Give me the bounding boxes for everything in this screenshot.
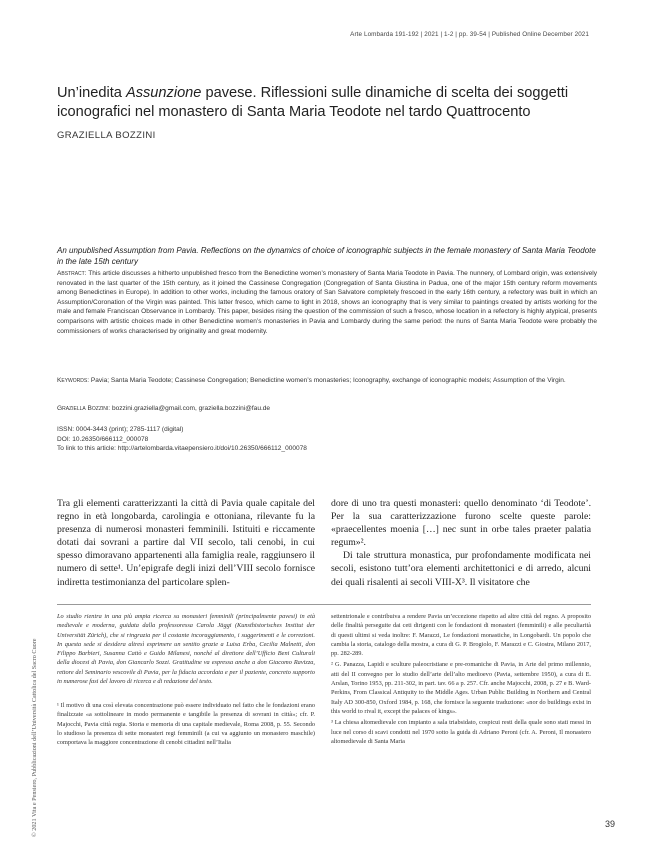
doi[interactable]: DOI: 10.26350/666112_000078 [57, 435, 149, 443]
title-part-2: pavese. Riflessioni sulle dinamiche di scelta dei soggetti iconografici nel monastero di Santa Maria Teodote nel tardo Quattrocento [57, 85, 569, 120]
running-head: Arte Lombarda 191-192 | 2021 | 1-2 | pp. 39-54 | Published Online December 2021 [350, 31, 589, 38]
abstract-text: This article discusses a hitherto unpublished fresco from the Benedictine women’s monastery of Santa Maria Teodote in Pavia. The nunnery, of Lombard origin, was extensively renovated in the last quarter of the 15th century, as it joined the Cassinese Congregation (Congregation of Santa Giustina in Padua, one of the major 15th century reform movements among Benedictines in Europe). In addition to other works, including the famous oratory of San Salvatore completely frescoed in the early 16th century, a refectory was built in which an Assumption/Coronation of the Virgin was painted. This latter fresco, which came to light in 2018, shows an iconography that is very similar to paintings created by artists working for the male and female Franciscan Observance in Lombardy. This paper, besides rising the question of the commission of such a fresco, whose location in a refectory is highly atypical, presents comparisons with artistic choices made in other Benedictine women’s monasteries in Pavia and Lombardy during the same period: the nuns of Santa Maria Teodote were probably the commissioners of works characterised by originality and great modernity. [57, 270, 598, 335]
title-italic: Assunzione [125, 85, 202, 101]
body-paragraph: Tra gli elementi caratterizzanti la città di Pavia quale capitale del regno in età longobarda, carolingia e ottoniana, rilevante fu la presenza di numerosi monasteri femminili. Istituiti e riccamente dotati dai sovrani a partire dal VII secolo, tali cenobi, in cui spesso dimoravano appartenenti alla famiglia reale, raggiunsero il numero di sette¹. Un’epigrafe degli inizi dell’VIII secolo fornisce indiretta testimonianza del particolare splen- [57, 498, 315, 588]
keywords-label: Keywords: [57, 377, 90, 384]
keywords-text: Pavia; Santa Maria Teodote; Cassinese Congregation; Benedictine women’s monasteries; Iconography, exchange of iconographic models; Assumption of the Virgin. [90, 377, 566, 384]
body-paragraph: Di tale struttura monastica, pur profondamente modificata nei secoli, esistono tutt’ora elementi architettonici e di arredo, alcuni dei quali risalenti ai secoli VIII-X³. Il visitatore che [331, 550, 591, 588]
author-contact [57, 404, 597, 414]
body-paragraph: dore di uno tra questi monasteri: quello denominato ‘di Teodote’. Per la sua caratterizzazione furono scelte queste parole: «praecellentes moenia […] nec sunt in orbe tales praeter palatia regum»². [331, 498, 591, 549]
contact-emails[interactable]: bozzini.graziella@gmail.com, graziella.bozzini@fau.de [111, 405, 271, 412]
footnotes-right [331, 612, 591, 748]
body-column-left [57, 497, 315, 589]
abstract-label: Abstract: [57, 270, 87, 277]
issn: ISSN: 0004-3443 (print); 2785-1117 (digital) [57, 426, 184, 433]
copyright-side-note [31, 515, 41, 837]
body-column-right [331, 497, 591, 589]
identifiers [57, 425, 597, 454]
footnotes-left [57, 701, 315, 749]
footnote-2: ² G. Panazza, Lapidi e sculture paleocristiane e pre-romaniche di Pavia, in Arte del primo millennio, atti del II convegno per lo studio dell’arte dell’alto medioevo (Pavia, settembre 1950), a cura di E. Arslan, Torino 1953, pp. 211-302, in part. tav. 66 a p. 257. Cfr. anche Majocchi, 2008, p. 27 e B. Ward-Perkins, From Classical Antiquity to the Middle Ages. Urban Public Building in Northern and Central Italy AD 300-850, Oxford 1984, p. 168, che fornisce la seguente traduzione: «nor do buildings exist in this world to rival it, except the palaces of kings». [331, 661, 591, 715]
footnote-rule [57, 604, 591, 605]
copyright-text: © 2021 Vita e Pensiero, Pubblicazioni dell’Università Cattolica del Sacro Cuore [31, 638, 38, 837]
article-title [57, 84, 597, 122]
keywords [57, 376, 597, 386]
author-name: GRAZIELLA BOZZINI [57, 130, 156, 141]
page-number: 39 [604, 819, 615, 829]
abstract [57, 269, 597, 336]
english-title: An unpublished Assumption from Pavia. Reflections on the dynamics of choice of iconographic subjects in the female monastery of Santa Maria Teodote in the late 15th century [57, 246, 596, 266]
footnote-3: ³ La chiesa altomedievale con impianto a sala triabsidato, cospicui resti della quale sono stati messi in luce nel corso di scavi condotti nel 1970 sotto la guida di Adriano Peroni (cfr. A. Peroni, Il monastero altomedievale di Santa Maria [331, 719, 591, 745]
contact-name: Graziella Bozzini: [57, 405, 111, 412]
footnote-1-continued: settentrionale e contribuiva a rendere Pavia un’eccezione rispetto ad altre città del regno. A proposito delle finalità perseguite dai ceti dirigenti con le fondazioni di monasteri (femminili) e alle peculiarità di questi ultimi si veda inoltre: F. Marazzi, Le fondazioni monastiche, in Longobardi. Un popolo che cambia la storia, catalogo della mostra, a cura di G. P. Brogiolo, F. Marazzi e C. Giostra, Milano 2017, pp. 282-289. [331, 613, 591, 658]
article-link[interactable]: To link to this article: http://artelombarda.vitaepensiero.it/doi/10.26350/666112_000078 [57, 445, 307, 453]
acknowledgement-note: Lo studio rientra in una più ampia ricerca su monasteri femminili (principalmente pavesi) in età medievale e moderna, guidata dalla professoressa Carola Jäggi (Kunsthistorisches Institut der Universität Zürich), che si ringrazia per il costante incoraggiamento, i suggerimenti e le correzioni. In questa sede si desidera altresì esprimere un sentito grazie a Luisa Erba, Cecilia Malnetti, don Filippo Barbieri, Susanna Cattò e Guido Milanesi, nonché al direttore dell’Ufficio Beni Culturali della diocesi di Pavia, don Giancarlo Sozzi. Gratitudine va espressa anche a don Giacomo Ravizza, rettore del Seminario vescovile di Pavia, per la fiducia accordata e per il paziente, concreto supporto in numerose fasi del lavoro di ricerca e di redazione del testo. [57, 613, 315, 686]
title-part-1: Un’inedita [57, 85, 126, 101]
footnote-1: ¹ Il motivo di una così elevata concentrazione può essere individuato nel fatto che le fondazioni erano finalizzate «a sottolineare in modo permanente e tangibile la presenza di sovrani in città»; cfr. P. Majocchi, Pavia città regia. Storia e memoria di una capitale medievale, Roma 2008, p. 55. Secondo lo studioso la presenza di sette monasteri regi femminili (a cui va aggiunto un monastero maschile) comportava la maggiore concentrazione di cenobi cittadini nell’Italia [57, 702, 315, 747]
